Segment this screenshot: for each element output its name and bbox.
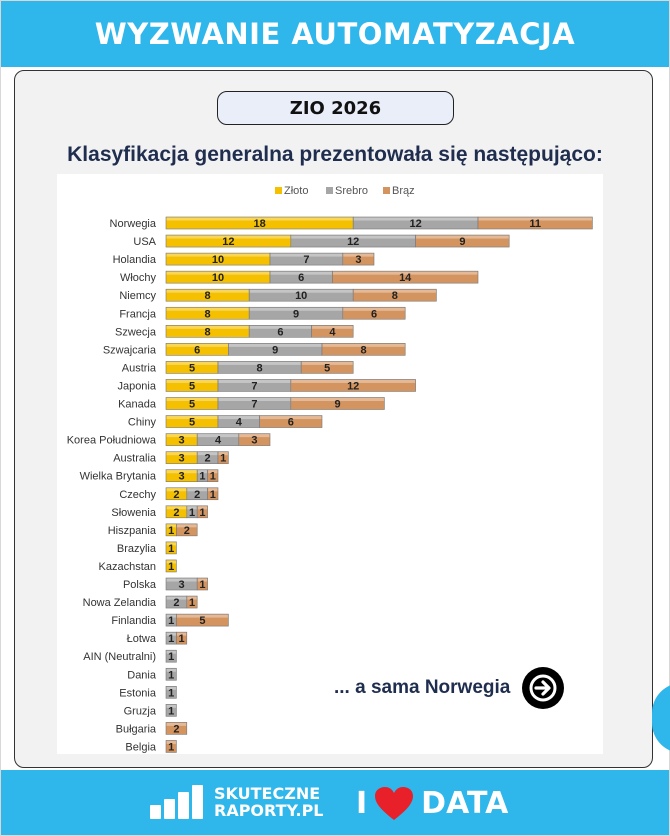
category-label: Chiny [127,416,156,429]
category-label: Belgia [125,741,156,754]
legend-swatch-1 [326,187,333,194]
chart-subtitle: Klasyfikacja generalna prezentowała się następująco: [67,143,603,166]
data-label: 7 [303,254,310,267]
category-label: Nowa Zelandia [82,597,156,610]
data-label: 2 [194,488,201,501]
category-label: Korea Południowa [66,434,156,447]
slogan-right: DATA [421,786,509,821]
data-label: 5 [188,380,196,393]
data-label: 1 [199,470,206,483]
data-label: 1 [209,470,216,483]
data-label: 4 [235,416,242,429]
category-label: Bułgaria [115,723,156,736]
category-label: Austria [121,362,156,375]
norway-cta[interactable] [334,667,564,709]
footer-banner [1,770,669,835]
data-label: 6 [370,308,378,321]
category-label: Niemcy [119,290,156,303]
data-label: 9 [334,398,341,411]
slogan-left: I [356,786,368,821]
logo-text [214,785,323,819]
category-label: Włochy [119,272,156,285]
data-label: 8 [204,308,211,321]
data-label: 7 [251,380,258,393]
data-label: 1 [220,452,227,465]
data-label: 1 [199,506,206,519]
data-label: 1 [168,633,175,646]
category-label: Kanada [118,398,156,411]
data-label: 2 [173,723,180,736]
data-label: 9 [272,344,279,357]
data-label: 3 [178,470,185,483]
category-label: Japonia [117,380,156,393]
data-label: 9 [292,308,300,321]
data-label: 4 [329,326,336,339]
category-label: Hiszpania [107,524,156,537]
data-label: 3 [178,434,185,447]
data-label: 5 [199,615,206,628]
data-label: 12 [347,380,360,393]
data-label: 2 [183,524,190,537]
data-label: 12 [409,218,422,230]
legend-swatch-0 [275,187,282,194]
legend-label-1: Srebro [335,185,369,197]
category-label: Norwegia [109,218,156,230]
category-label: Łotwa [126,633,156,646]
data-label: 3 [251,434,258,447]
category-label: Brazylia [116,542,156,555]
category-label: Szwecja [115,326,156,339]
footer-logo [150,785,323,819]
data-label: 14 [399,272,412,285]
data-label: 1 [168,560,175,573]
data-label: 9 [459,236,466,249]
data-label: 18 [253,218,266,230]
data-label: 8 [256,362,263,375]
data-label: 1 [168,524,175,537]
category-label: Czechy [119,488,156,501]
category-label: Polska [122,579,156,591]
data-label: 8 [204,326,211,339]
data-label: 7 [251,398,258,411]
category-label: Szwajcaria [102,344,156,357]
category-label: Słowenia [111,506,156,519]
category-label: Dania [127,669,156,682]
category-label: Kazachstan [98,560,156,573]
data-label: 10 [211,254,225,267]
category-label: Holandia [112,254,156,267]
data-label: 1 [168,651,175,664]
data-label: 1 [168,542,175,555]
category-label: Francja [119,308,156,321]
legend-swatch-2 [383,187,390,194]
data-label: 1 [178,633,185,646]
data-label: 3 [355,254,362,267]
data-label: 8 [360,344,367,357]
data-label: 2 [173,488,180,501]
arrow-right-icon[interactable] [522,667,564,709]
category-label: USA [133,236,156,249]
event-badge-label: ZIO 2026 [289,97,382,119]
data-label: 2 [204,452,211,465]
category-label: Wielka Brytania [79,470,156,483]
data-label: 3 [178,579,185,591]
data-label: 1 [168,741,175,754]
category-label: Estonia [119,687,156,700]
data-label: 2 [173,506,180,519]
data-label: 3 [178,452,185,465]
bar-chart-icon [150,785,206,819]
category-label: Gruzja [123,705,156,718]
data-label: 5 [188,362,196,375]
logo-line2: RAPORTY.PL [214,801,324,820]
data-label: 6 [277,326,284,339]
data-label: 12 [222,236,235,249]
data-label: 1 [188,597,196,610]
data-label: 1 [168,687,175,700]
legend-label-0: Złoto [284,185,309,197]
heart-icon [375,787,413,821]
data-label: 5 [188,416,196,429]
data-label: 8 [391,290,398,303]
data-label: 2 [173,597,180,610]
data-label: 1 [188,506,196,519]
data-label: 12 [347,236,360,249]
category-label: Finlandia [111,615,156,628]
data-label: 8 [204,290,211,303]
data-label: 1 [168,669,175,682]
data-label: 11 [529,218,542,230]
data-label: 1 [168,615,175,628]
data-label: 4 [214,434,222,447]
data-label: 10 [295,290,308,303]
data-label: 6 [194,344,201,357]
data-label: 1 [199,579,206,591]
data-label: 1 [209,488,216,501]
footer-slogan [356,786,508,821]
category-label: Australia [113,452,156,465]
data-label: 1 [168,705,175,718]
data-label: 6 [287,416,294,429]
data-label: 10 [211,272,225,285]
header-banner [1,1,669,67]
data-label: 6 [298,272,305,285]
logo-line1: SKUTECZNE [214,784,321,803]
data-label: 5 [324,362,331,375]
category-label: AIN (Neutralni) [83,651,156,664]
header-title: WYZWANIE AUTOMATYZACJA [94,17,576,51]
event-badge [217,91,454,125]
cta-label: ... a sama Norwegia [334,677,511,698]
legend-label-2: Brąz [392,185,415,197]
data-label: 5 [188,398,196,411]
